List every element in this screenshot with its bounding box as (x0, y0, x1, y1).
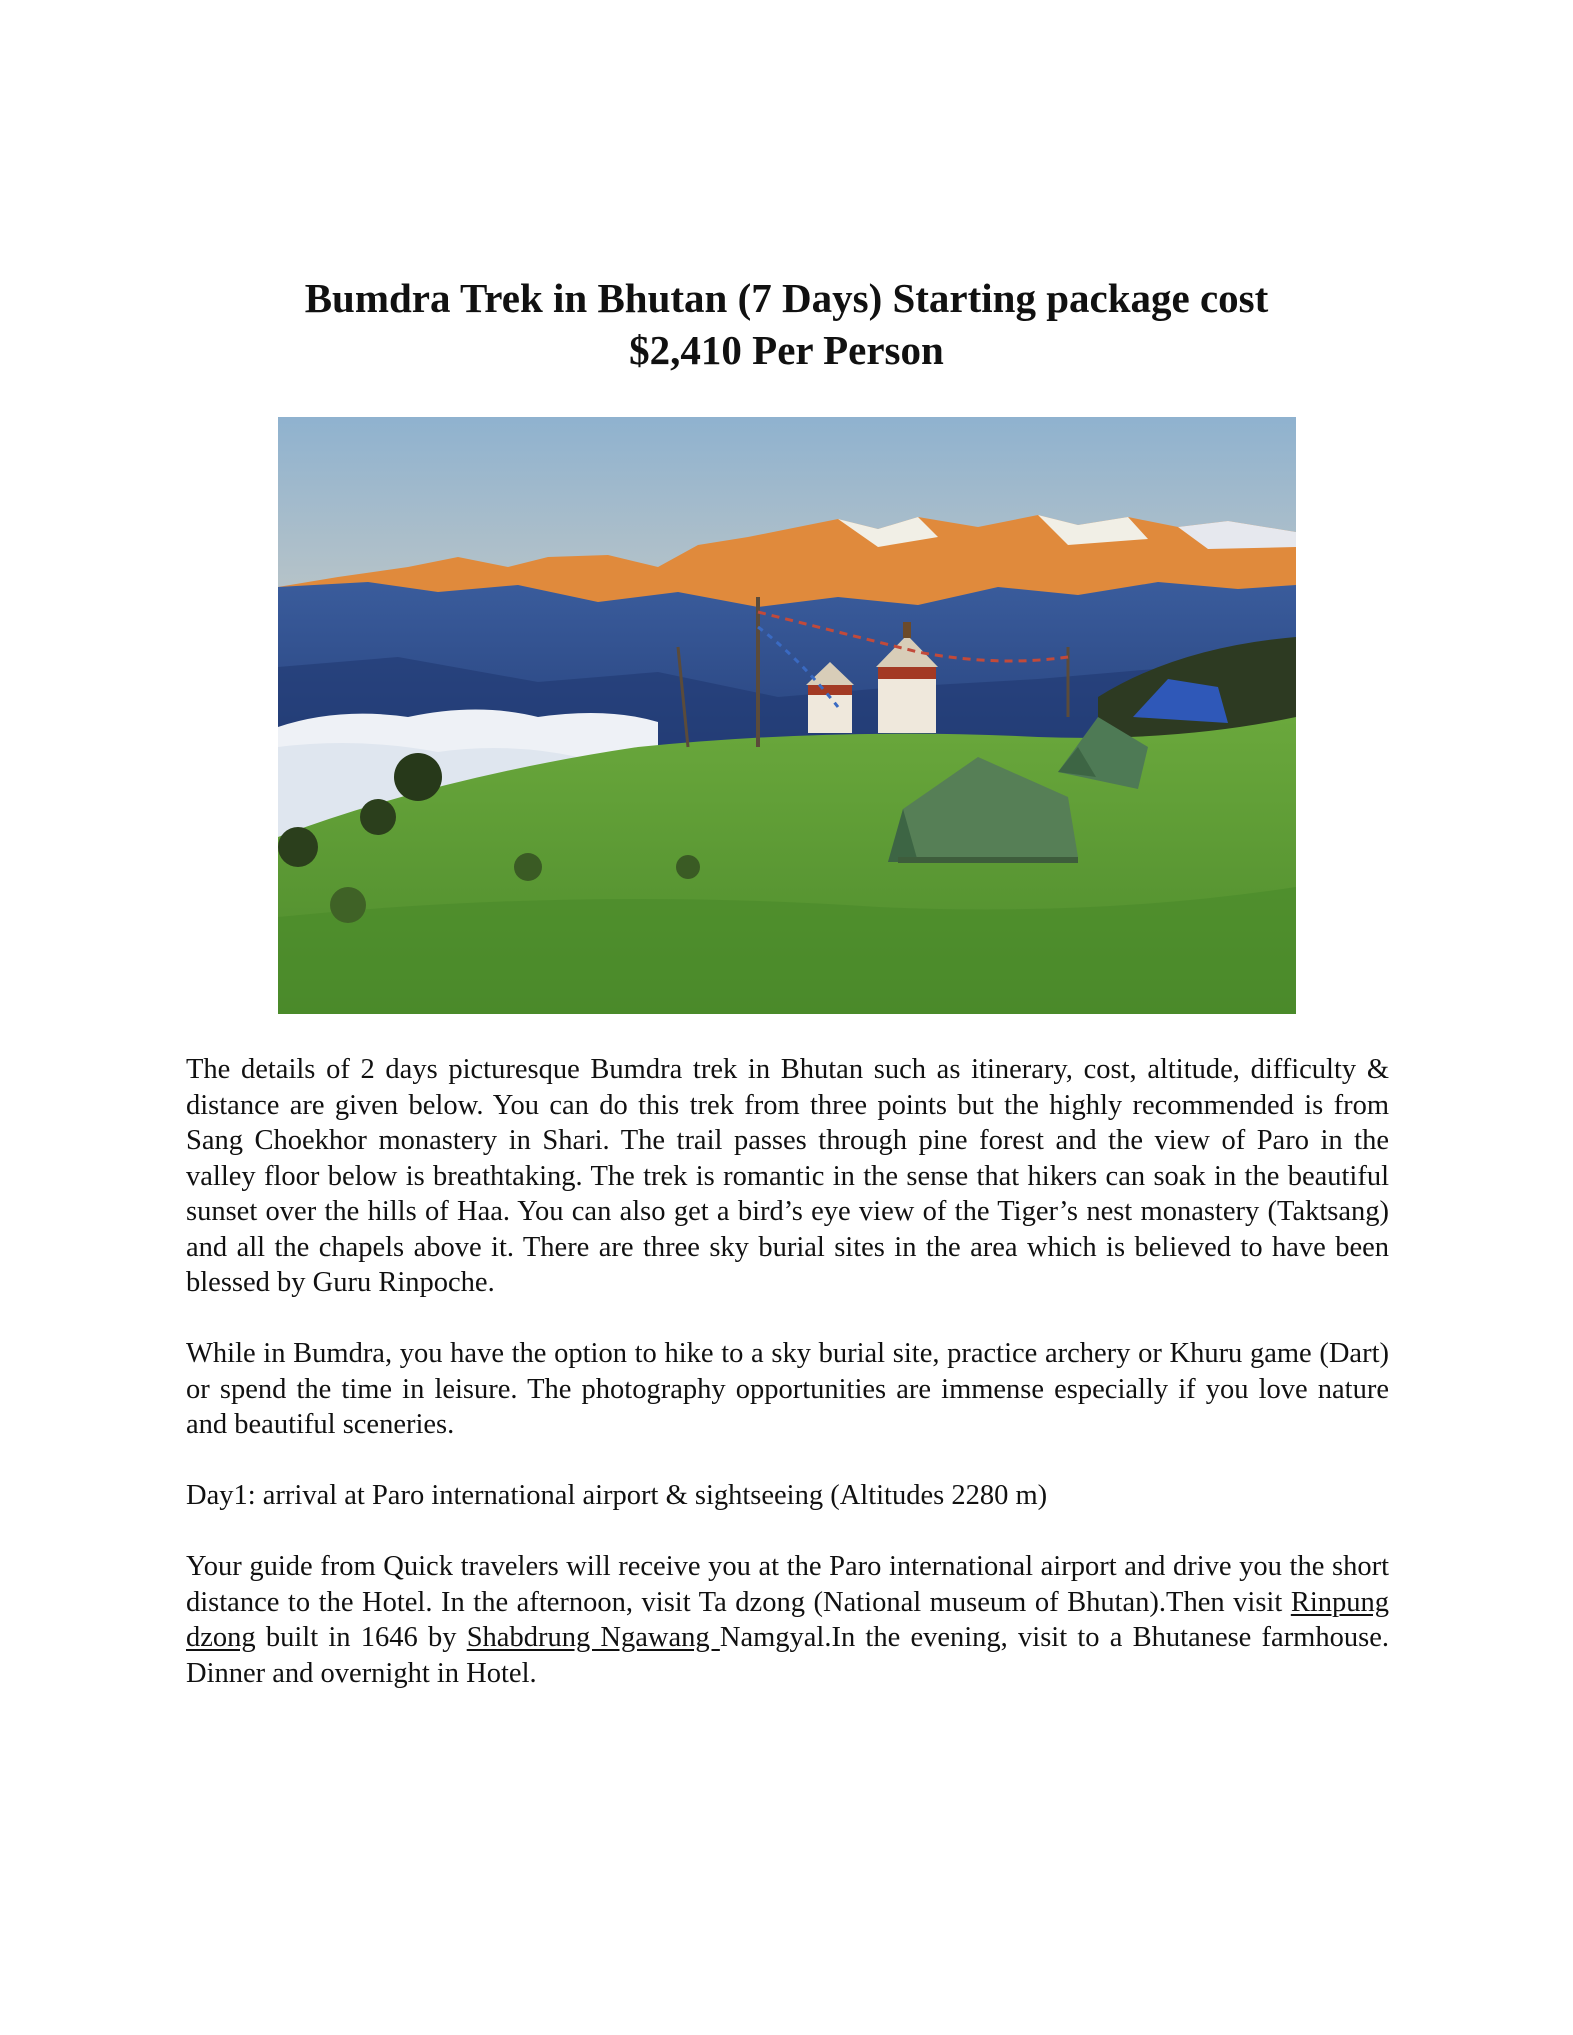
bumdra-activities-paragraph: While in Bumdra, you have the option to hike to a sky burial site, practice archery or Khuru game (Dart) or spend the time in leisure. The photography opportunities are immense especially if you love nature and beautiful sceneries. (186, 1338, 1389, 1440)
intro-paragraph: The details of 2 days picturesque Bumdra trek in Bhutan such as itinerary, cost, altitude, difficulty & distance are given below. You can do this trek from three points but the highly recommended is from Sang Choekhor monastery in Shari. The trail passes through pine forest and the view of Paro in the valley floor below is breathtaking. The trek is romantic in the sense that hikers can soak in the beautiful sunset over the hills of Haa. You can also get a bird’s eye view of the Tiger’s nest monastery (Taktsang) and all the chapels above it. There are three sky burial sites in the area which is believed to have been blessed by Guru Rinpoche. (186, 1054, 1389, 1298)
day1-heading: Day1: arrival at Paro international airport & sightseeing (Altitudes 2280 m) (186, 1480, 1048, 1511)
page-title (160, 272, 1413, 376)
day1-text-part2: built in 1646 by (255, 1622, 467, 1653)
trek-campsite-photo (278, 417, 1296, 1014)
day1-paragraph (186, 1549, 1389, 1691)
title-line-1: Bumdra Trek in Bhutan (7 Days) Starting package cost (304, 275, 1269, 321)
title-line-2: $2,410 Per Person (629, 327, 944, 373)
shabdrung-ngawang-link[interactable]: Shabdrung Ngawang (466, 1622, 720, 1653)
landscape-illustration (278, 417, 1296, 1014)
rinpung-dzong-link[interactable]: Rinpung dzong (186, 1586, 1389, 1653)
day1-text-part3: Namgyal.In the evening, visit to a Bhutanese farmhouse. Dinner and overnight in Hotel. (186, 1622, 1389, 1689)
day1-text-part1: Your guide from Quick travelers will receive you at the Paro international airport and drive you the short distance to the Hotel. In the afternoon, visit Ta dzong (National museum of Bhutan).Then visit (186, 1551, 1389, 1618)
